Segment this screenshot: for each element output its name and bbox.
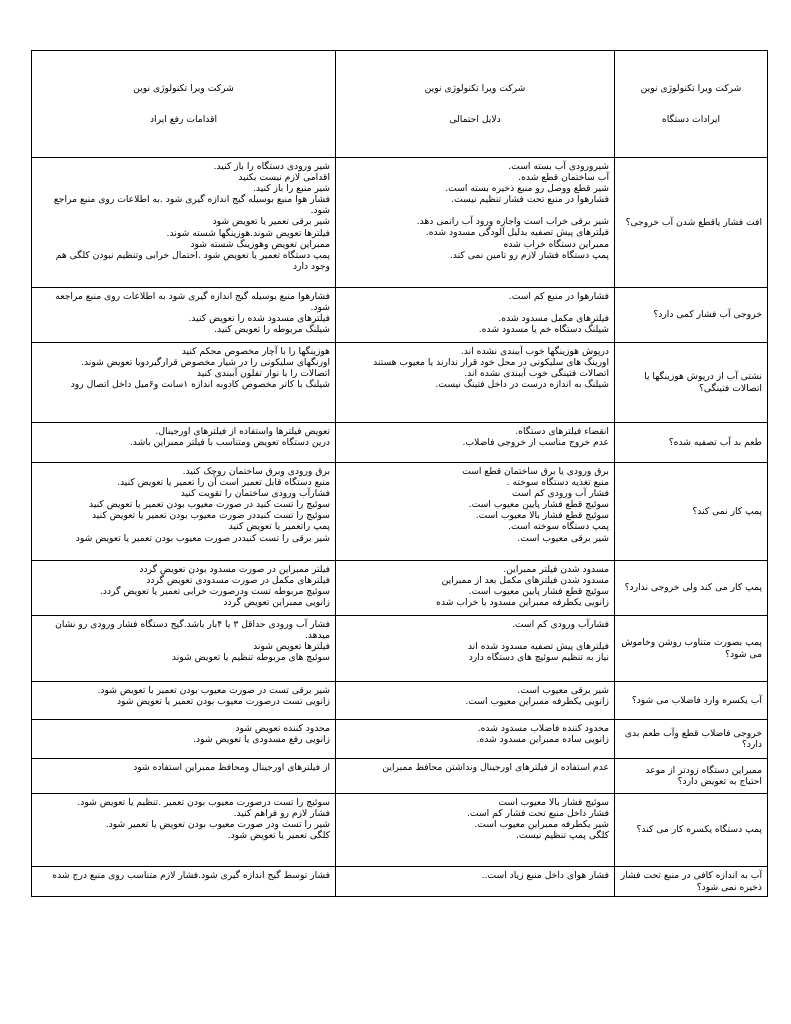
cause-line: فیلترهای پیش تصفیه بدلیل آلودگی مسدود شده. (425, 227, 609, 239)
cause-line: زانویی یکطرفه ممبراین مسدود یا خراب شده (436, 597, 609, 609)
issue-cell: پمپ دستگاه یکسره کار می کند؟ (615, 794, 768, 867)
action-line: ممبراین تعویض وهوزینگ شسته شود (190, 238, 330, 250)
causes-cell (336, 343, 615, 423)
table-row (32, 158, 768, 288)
action-line: شیلنگ با کاتر مخصوص کادوبه اندازه ۱سانت و۶میل داخل اتصال رود (70, 379, 330, 391)
action-line: شیر ورودی دستگاه را باز کنید. (213, 161, 330, 172)
issue-cell: نشتی آب از درپوش هوزینگها یا اتصالات فتینگی؟ (615, 343, 768, 423)
actions-cell (32, 463, 336, 561)
action-line: سوئیچ های مربوطه تنظیم یا تعویض شوند (171, 652, 330, 664)
action-line: فیلترها تعویض شوند.هوزینگها شسته شوند. (166, 227, 330, 239)
issue-cell: پمپ کار نمی کند؟ (615, 463, 768, 561)
table-row (32, 682, 768, 720)
action-line: پمپ راتعمیر یا تعویض کنید (228, 521, 330, 533)
actions-cell (32, 616, 336, 682)
cause-line: شیر برقی معیوب است. (517, 532, 609, 544)
cause-line: شیلنگ دستگاه خم یا مسدود شده. (478, 324, 609, 336)
issue-cell: خروجی آب فشار کمی دارد؟ (615, 288, 768, 343)
cause-line: سوئیچ قطع فشار بالا معیوب است. (475, 510, 609, 522)
issue-cell: آب یکسره وارد فاضلاب می شود؟ (615, 682, 768, 720)
header-row (32, 51, 768, 158)
cause-line: سوئیچ قطع فشار پایین معیوب است. (468, 586, 609, 598)
header-causes-cell (336, 51, 615, 158)
cause-line: شیلنگ به اندازه درست در داخل فتینگ نیست. (435, 379, 609, 391)
action-line: زانویی رفع مسدودی یا تعویض شود. (193, 734, 330, 746)
cause-line: فشارهوا در منبع کم است. (508, 291, 609, 302)
cause-line: پمپ دستگاه سوخته است. (508, 521, 609, 533)
actions-cell (32, 561, 336, 616)
cause-line: زانویی یکطرفه ممبراین معیوب است. (465, 696, 609, 708)
action-line: فشار توسط گیج اندازه گیری شود.فشار لازم متناسب روی منبع درج شده (52, 870, 330, 881)
cause-line (341, 630, 609, 641)
action-line: شیر را تست ودر صورت معیوب بودن تعویض یا تعمیر شود. (105, 819, 330, 831)
cause-line: فشارهوا در منبع تحت فشار تنظیم نیست. (451, 194, 609, 206)
cause-line: سوئیچ فشار بالا معیوب است (498, 797, 609, 808)
action-line: سوئیچ را تست کنید در صورت معیوب بودن تعمیر یا تعویض کنید (89, 499, 330, 511)
causes-cell (336, 794, 615, 867)
cause-line: عدم خروج مناسب از خروجی فاضلاب. (462, 437, 609, 449)
action-line: اورنگهای سلیکونی را در شیار مخصوص قرارگیردویا تعویض شوند. (81, 357, 330, 369)
cause-line: پمپ دستگاه فشار لازم رو تامین نمی کند. (449, 249, 609, 261)
action-line: از فیلترهای اورجینال ومحافظ ممبراین استفاده شود (133, 762, 330, 773)
header-issues-cell (615, 51, 768, 158)
action-line: فیلترهای مکمل در صورت مسدودی تعویض گردد (146, 575, 330, 587)
issue-cell: افت فشار یاقطع شدن آب خروجی؟ (615, 158, 768, 288)
action-line: شیر برقی را تست کنیددر صورت معیوب بودن تعمیر یا تعویض شود (75, 532, 330, 544)
causes-cell (336, 867, 615, 897)
troubleshooting-table (31, 50, 768, 897)
cause-line: درپوش هوزینگها خوب آببندی نشده اند. (460, 346, 609, 357)
issue-cell: خروجی فاضلاب قطع وآب طعم بدی دارد؟ (615, 720, 768, 759)
actions-cell (32, 288, 336, 343)
causes-cell (336, 288, 615, 343)
actions-cell (32, 343, 336, 423)
cause-line: فیلترهای مکمل مسدود شده. (498, 313, 609, 325)
causes-cell (336, 616, 615, 682)
table-row (32, 794, 768, 867)
header-company: شرکت ویرا تکنولوژی نوین (640, 83, 742, 94)
action-line: سوئیچ مربوطه تست ودرصورت خرابی تعمیر یا تعویض گردد. (99, 586, 330, 598)
action-line: فیلترها تعویض شوند (253, 641, 330, 653)
cause-line: برق ورودی یا برق ساختمان قطع است (462, 466, 609, 477)
action-line: فیلترهای مسدود شده را تعویض کنید. (188, 313, 330, 325)
cause-line: شیر قطع ووصل رو منبع ذخیره بسته است. (445, 183, 609, 195)
action-line: تعویض فیلترها واستفاده از فیلترهای اورجینال. (155, 426, 330, 437)
action-line: فیلتر ممبراین در صورت مسدود بودن تعویض گردد (139, 564, 330, 575)
action-line: برق ورودی وبرق ساختمان روچک کنید. (182, 466, 330, 477)
causes-cell (336, 561, 615, 616)
table-row (32, 759, 768, 794)
action-line: زانویی ممبراین تعویض گردد (223, 597, 330, 609)
cause-line: عدم استفاده از فیلترهای اورجینال ونداشتن محافظ ممبراین (382, 762, 609, 773)
cause-line: ممبراین دستگاه خراب شده (503, 238, 609, 250)
actions-cell (32, 423, 336, 463)
action-line: منبع دستگاه قابل تعمیر است آن را تعمیر یا تعویض کنید. (117, 477, 330, 489)
actions-cell (32, 720, 336, 759)
header-company: شرکت ویرا تکنولوژی نوین (133, 83, 234, 94)
table-row (32, 720, 768, 759)
cause-line: شیر یکطرفه ممبراین معیوب است. (474, 819, 609, 831)
action-line: فشار آب ورودی حداقل ۳ یا ۴بار باشد.گیج دستگاه فشار ورودی رو نشان میدهد. (55, 619, 330, 642)
action-line: فشارآب ورودی ساختمان را تقویت کنید (180, 488, 330, 500)
cause-line: کلگی پمپ تنظیم نیست. (515, 830, 609, 842)
issue-cell: ممبراین دستگاه زودتر از موعد احتیاج به تعویض دارد؟ (615, 759, 768, 794)
action-line: شیلنگ مربوطه را تعویض کنید. (214, 324, 330, 336)
action-line: شیر برقی تست در صورت معیوب بودن تعمیر یا تعویض شود. (97, 685, 330, 696)
action-line: پمپ دستگاه تعمیر یا تعویض شود .احتمال خرابی وتنظیم نبودن کلگی هم وجود دارد (55, 249, 330, 272)
cause-line: فشار آب ورودی کم است (511, 488, 609, 500)
causes-cell (336, 423, 615, 463)
cause-line: فیلترهای پیش تصفیه مسدود شده اند (467, 641, 609, 653)
table-row (32, 463, 768, 561)
cause-line: فشار هوای داخل منبع زیاد است.. (481, 870, 609, 881)
table-row (32, 616, 768, 682)
action-line: درین دستگاه تعویض ومتناسب با فیلتر ممبراین باشد. (129, 437, 330, 449)
action-line: هوزینگها را با آچار مخصوص محکم کنید (181, 346, 330, 357)
cause-line: اتصالات فتینگی خوب آببندی نشده اند. (464, 368, 609, 380)
cause-line: زانویی ساده ممبراین مسدود شده. (476, 734, 609, 746)
cause-line: اورینگ های سلیکونی در محل خود قرار ندارند یا معیوب هستند (373, 357, 609, 369)
cause-line: محدود کننده فاضلاب مسدود شده. (477, 723, 609, 734)
action-line: کلگی تعمیر یا تعویض شود. (227, 830, 330, 842)
issue-cell: پمپ بصورت متناوب روشن وخاموش می شود؟ (615, 616, 768, 682)
header-issues-label: ایرادات دستگاه (661, 114, 721, 125)
causes-cell (336, 759, 615, 794)
action-line: سوئیچ را تست درصورت معیوب بودن تعمیر .تنظیم یا تعویض شود. (77, 797, 330, 808)
cause-line: فشار داخل منبع تحت فشار کم است. (467, 808, 609, 820)
action-line: فشارهوا منبع بوسیله گیج اندازه گیری شود به اطلاعات روی منبع مراجعه شود. (55, 291, 330, 314)
action-line: سوئیچ را تست کنیددر صورت معیوب بودن تعمیر یا تعویض کنید (91, 510, 330, 522)
cause-line: آب ساختمان قطع شده. (518, 172, 609, 184)
cause-line (341, 205, 609, 216)
cause-line: منبع تغذیه دستگاه سوخته . (506, 477, 609, 489)
causes-cell (336, 158, 615, 288)
actions-cell (32, 794, 336, 867)
action-line: شیر منبع را باز کنید. (252, 183, 330, 195)
cause-line: سوئیچ قطع فشار پایین معیوب است. (468, 499, 609, 511)
table-row (32, 561, 768, 616)
table-row (32, 343, 768, 423)
cause-line: مسدود شدن فیلترهای مکمل بعد از ممبراین (441, 575, 609, 587)
actions-cell (32, 867, 336, 897)
action-line: اتصالات را با نوار تفلون آببندی کنید (196, 368, 330, 380)
table-row (32, 867, 768, 897)
causes-cell (336, 682, 615, 720)
actions-cell (32, 682, 336, 720)
action-line: زانویی تست درصورت معیوب بودن تعمیر یا تعویض شود (116, 696, 330, 708)
action-line: فشار هوا منبع بوسیله گیج اندازه گیری شود .به اطلاعات روی منبع مراجع شود. (53, 194, 330, 217)
table-row (32, 288, 768, 343)
issue-cell: پمپ کار می کند ولی خروجی ندارد؟ (615, 561, 768, 616)
header-company: شرکت ویرا تکنولوژی نوین (424, 83, 526, 94)
action-line: محدود کننده تعویض شود (235, 723, 330, 734)
table-row (32, 423, 768, 463)
action-line: شیر برقی تعمیر یا تعویض شود (212, 216, 330, 228)
actions-cell (32, 158, 336, 288)
action-line: اقدامی لازم نیست بکنید (238, 172, 330, 184)
cause-line: نیاز به تنظیم سوئیچ های دستگاه دارد (468, 652, 609, 664)
cause-line: فشارآب ورودی کم است. (511, 619, 609, 630)
causes-cell (336, 720, 615, 759)
header-causes-label: دلایل احتمالی (449, 114, 501, 125)
header-actions-label: اقدامات رفع ایراد (149, 114, 218, 125)
action-line: فشار لازم رو فراهم کنید. (233, 808, 330, 820)
cause-line: شیر برقی خراب است واجازه ورود آب رانمی دهد. (416, 216, 609, 228)
issue-cell: طعم بد آب تصفیه شده؟ (615, 423, 768, 463)
cause-line: انقضاء فیلترهای دستگاه. (515, 426, 609, 437)
header-actions-cell (32, 51, 336, 158)
actions-cell (32, 759, 336, 794)
issue-cell: آب به اندازه کافی در منبع تحت فشار ذخیره نمی شود؟ (615, 867, 768, 897)
causes-cell (336, 463, 615, 561)
cause-line: شیر برقی معیوب است. (517, 685, 609, 696)
cause-line (341, 302, 609, 313)
cause-line: مسدود شدن فیلتر ممبراین. (503, 564, 609, 575)
cause-line: شیرورودی آب بسته است. (508, 161, 609, 172)
